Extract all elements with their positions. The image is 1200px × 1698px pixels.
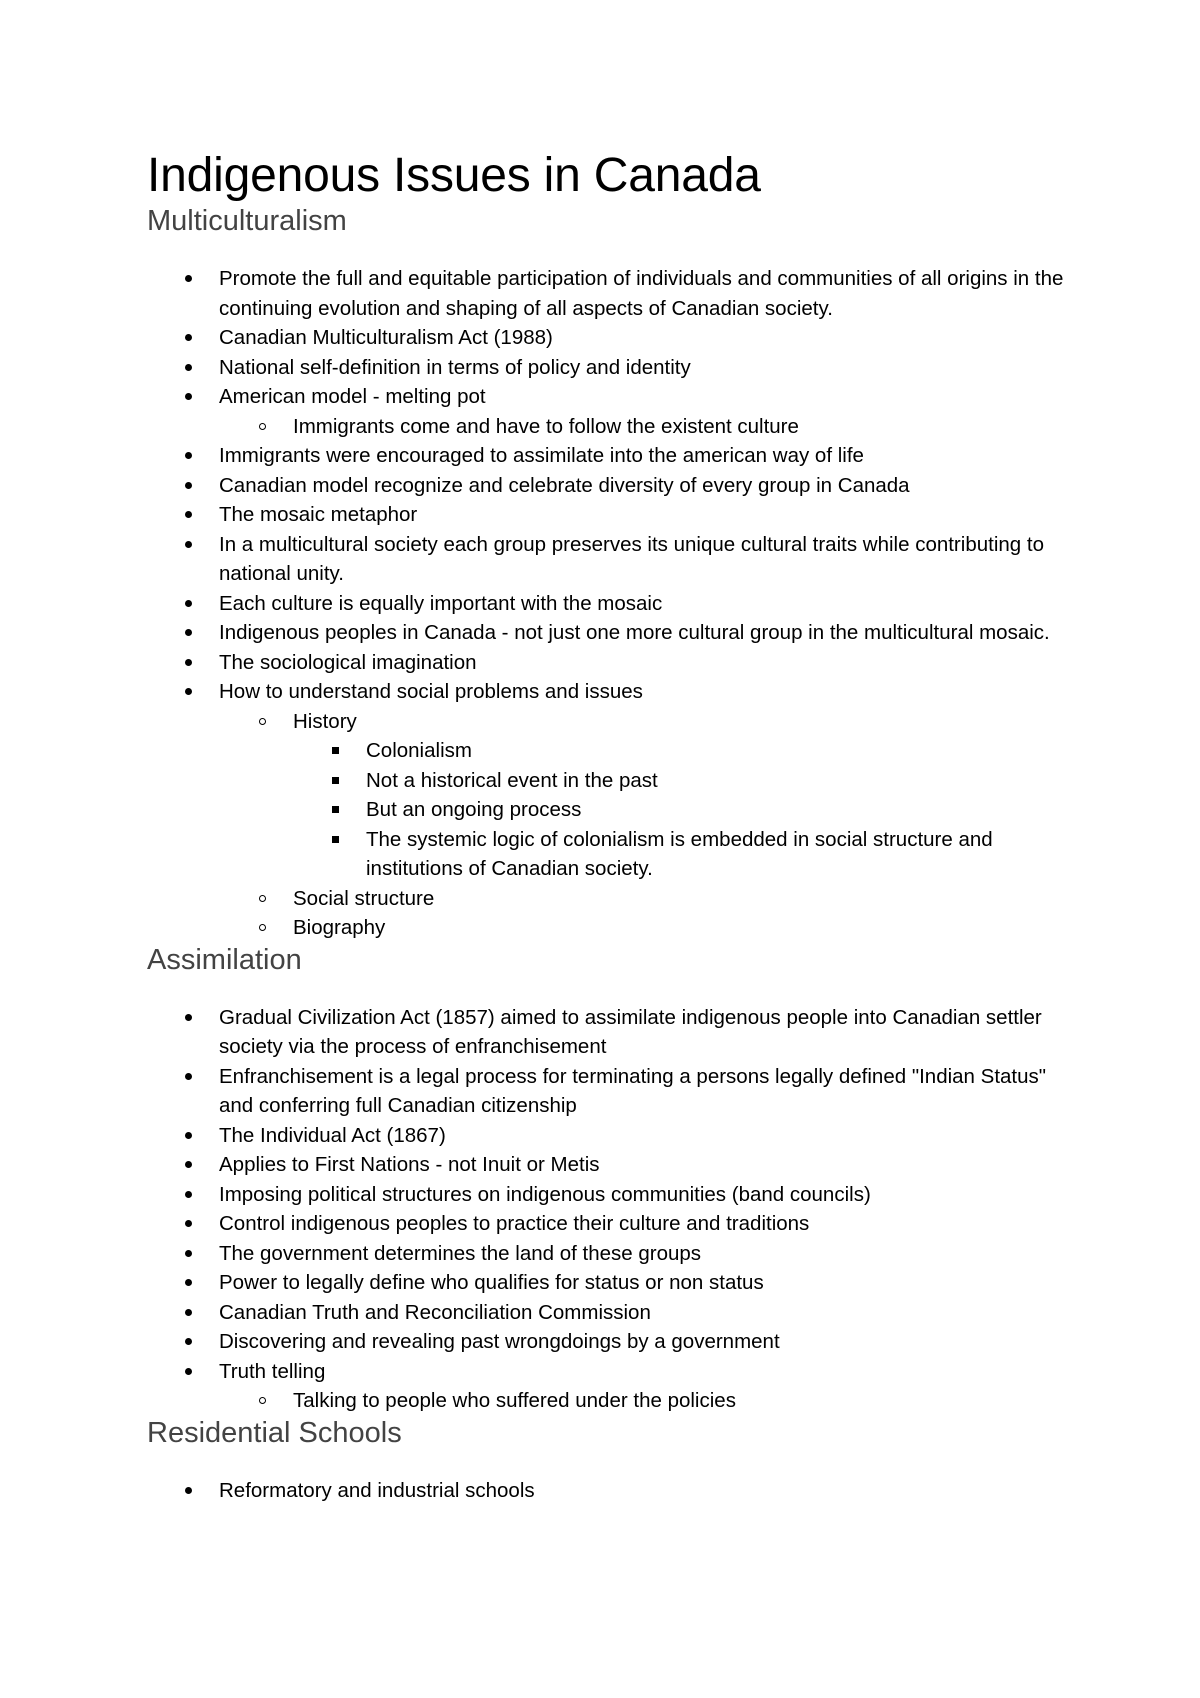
- list-item-text: But an ongoing process: [366, 798, 582, 821]
- list-item-text: The mosaic metaphor: [219, 503, 418, 526]
- filled-circle-bullet-icon: [178, 500, 198, 530]
- hollow-circle-bullet-icon: [252, 412, 272, 442]
- list-item-text: Indigenous peoples in Canada - not just one more cultural group in the multicultural mosaic.: [219, 621, 1050, 644]
- list-item: [147, 1386, 1077, 1416]
- filled-circle-bullet-icon: [178, 382, 198, 412]
- filled-circle-bullet-icon: [178, 264, 198, 294]
- list-item-text: History: [293, 709, 357, 733]
- filled-circle-bullet-icon: [178, 1327, 198, 1357]
- list-item-text: Immigrants were encouraged to assimilate into the american way of life: [219, 444, 864, 467]
- list-item-text: Gradual Civilization Act (1857) aimed to assimilate indigenous people into Canadian settler society via the process of enfranchisement: [219, 1005, 1042, 1058]
- filled-circle-bullet-icon: [178, 1268, 198, 1298]
- filled-circle-bullet-icon: [178, 1357, 198, 1387]
- list-item: [147, 1062, 1077, 1121]
- list-item-text: Truth telling: [219, 1359, 326, 1383]
- list-item-text: Promote the full and equitable participation of individuals and communities of all origins in the continuing evolution and shaping of all aspects of Canadian society.: [219, 267, 1064, 320]
- list-item: [147, 648, 1077, 678]
- list-item: [147, 707, 1077, 737]
- list-item: [147, 1298, 1077, 1328]
- list-item-text: Not a historical event in the past: [366, 768, 658, 792]
- list-item-text: In a multicultural society each group preserves its unique cultural traits while contributing to national unity.: [219, 532, 1044, 585]
- list-item: [147, 500, 1077, 530]
- list-item: [147, 884, 1077, 914]
- filled-circle-bullet-icon: [178, 1209, 198, 1239]
- bullet-list: [147, 1476, 1077, 1506]
- filled-circle-bullet-icon: [178, 471, 198, 501]
- filled-circle-bullet-icon: [178, 1476, 198, 1506]
- filled-square-bullet-icon: [325, 766, 345, 796]
- filled-circle-bullet-icon: [178, 353, 198, 383]
- list-item-text: Immigrants come and have to follow the existent culture: [293, 414, 799, 438]
- list-item-text: Canadian model recognize and celebrate diversity of every group in Canada: [219, 473, 910, 497]
- list-item: [147, 323, 1077, 353]
- list-item: [147, 382, 1077, 412]
- list-item: [147, 1121, 1077, 1151]
- hollow-circle-bullet-icon: [252, 884, 272, 914]
- filled-circle-bullet-icon: [178, 677, 198, 707]
- list-item-text: Discovering and revealing past wrongdoings by a government: [219, 1330, 780, 1353]
- list-item-text: The Individual Act (1867): [219, 1123, 446, 1147]
- list-item: [147, 913, 1077, 943]
- bullet-list: [147, 1003, 1077, 1416]
- hollow-circle-bullet-icon: [252, 707, 272, 737]
- list-item: [147, 766, 1077, 796]
- filled-circle-bullet-icon: [178, 1298, 198, 1328]
- list-item: [147, 1476, 1077, 1506]
- list-item-text: American model - melting pot: [219, 385, 486, 408]
- list-item: [147, 441, 1077, 471]
- list-item: [147, 471, 1077, 501]
- filled-square-bullet-icon: [325, 795, 345, 825]
- filled-circle-bullet-icon: [178, 618, 198, 648]
- section-heading: Assimilation: [147, 943, 302, 976]
- hollow-circle-bullet-icon: [252, 1386, 272, 1416]
- list-item-text: How to understand social problems and issues: [219, 680, 643, 703]
- hollow-circle-bullet-icon: [252, 913, 272, 943]
- filled-circle-bullet-icon: [178, 1180, 198, 1210]
- list-item-text: Power to legally define who qualifies for status or non status: [219, 1271, 764, 1294]
- filled-square-bullet-icon: [325, 736, 345, 766]
- list-item-text: Colonialism: [366, 739, 472, 762]
- document-title: Indigenous Issues in Canada: [147, 149, 761, 202]
- list-item: [147, 530, 1077, 589]
- list-item: [147, 677, 1077, 707]
- list-item-text: Social structure: [293, 886, 435, 910]
- bullet-list: [147, 264, 1077, 943]
- filled-circle-bullet-icon: [178, 1121, 198, 1151]
- list-item-text: Canadian Multiculturalism Act (1988): [219, 326, 553, 349]
- list-item-text: Applies to First Nations - not Inuit or Metis: [219, 1153, 600, 1176]
- list-item: [147, 795, 1077, 825]
- list-item-text: Imposing political structures on indigenous communities (band councils): [219, 1182, 871, 1206]
- list-item: [147, 1209, 1077, 1239]
- list-item: [147, 1327, 1077, 1357]
- section-heading: Residential Schools: [147, 1416, 402, 1449]
- list-item-text: The sociological imagination: [219, 650, 477, 674]
- list-item: [147, 1268, 1077, 1298]
- list-item: [147, 1239, 1077, 1269]
- list-item: [147, 618, 1077, 648]
- list-item: [147, 589, 1077, 619]
- filled-circle-bullet-icon: [178, 1150, 198, 1180]
- list-item: [147, 825, 1077, 884]
- filled-circle-bullet-icon: [178, 648, 198, 678]
- list-item: [147, 264, 1077, 323]
- list-item: [147, 353, 1077, 383]
- filled-square-bullet-icon: [325, 825, 345, 855]
- list-item-text: Each culture is equally important with the mosaic: [219, 591, 663, 615]
- list-item-text: Canadian Truth and Reconciliation Commission: [219, 1300, 651, 1324]
- list-item: [147, 1357, 1077, 1387]
- list-item-text: Reformatory and industrial schools: [219, 1478, 535, 1502]
- list-item: [147, 1003, 1077, 1062]
- section-heading: Multiculturalism: [147, 205, 347, 237]
- list-item-text: Enfranchisement is a legal process for terminating a persons legally defined "Indian Status" and conferring full Canadian citizenship: [219, 1064, 1047, 1117]
- list-item-text: The systemic logic of colonialism is embedded in social structure and institutions of Canadian society.: [366, 827, 993, 880]
- filled-circle-bullet-icon: [178, 589, 198, 619]
- filled-circle-bullet-icon: [178, 1062, 198, 1092]
- list-item-text: Biography: [293, 916, 386, 939]
- list-item: [147, 1180, 1077, 1210]
- filled-circle-bullet-icon: [178, 323, 198, 353]
- list-item-text: The government determines the land of these groups: [219, 1241, 702, 1265]
- list-item-text: National self-definition in terms of policy and identity: [219, 355, 691, 379]
- list-item-text: Control indigenous peoples to practice their culture and traditions: [219, 1212, 810, 1235]
- list-item: [147, 1150, 1077, 1180]
- filled-circle-bullet-icon: [178, 1239, 198, 1269]
- list-item: [147, 412, 1077, 442]
- filled-circle-bullet-icon: [178, 441, 198, 471]
- list-item: [147, 736, 1077, 766]
- filled-circle-bullet-icon: [178, 530, 198, 560]
- document-page: [147, 148, 1077, 1505]
- document-body: [147, 204, 1077, 1505]
- list-item-text: Talking to people who suffered under the policies: [293, 1389, 736, 1412]
- filled-circle-bullet-icon: [178, 1003, 198, 1033]
